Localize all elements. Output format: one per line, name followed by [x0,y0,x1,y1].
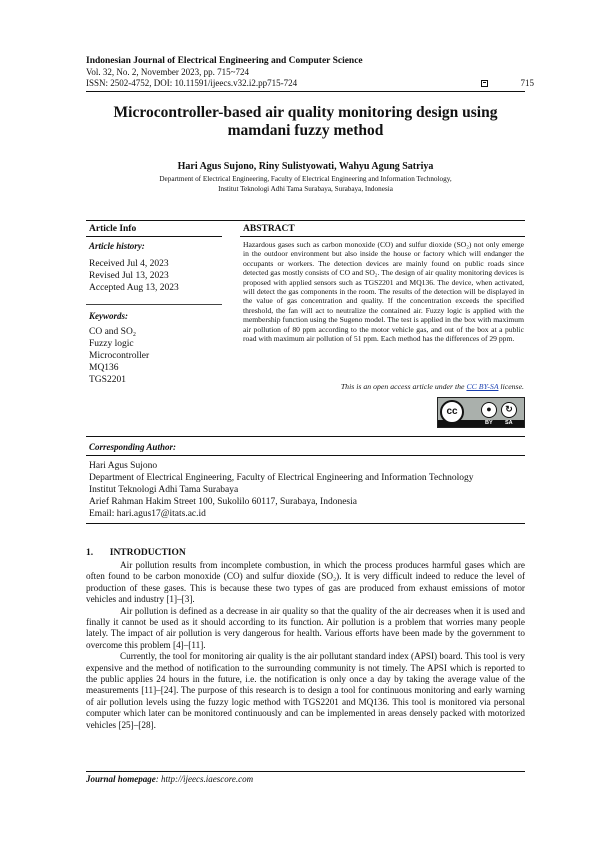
keyword: TGS2201 [89,375,126,385]
sa-label: SA [505,420,513,426]
history-divider [86,304,222,305]
corresponding-bottom-rule [86,523,525,524]
corresponding-details [89,460,474,520]
open-access-suffix: license. [498,382,524,391]
info-heading-rule [86,236,222,237]
paragraph: Currently, the tool for monitoring air quality is the air pollutant standard index (APSI) board. This tool is very expensive and the method of notification to the surrounding community is not timely. The APSI which is reported to the public applies 24 hours in the future, i.e. the notification is only once a day by taking the average value of the measurements [11]–[24]. The purpose of this research is to design a tool for continuous monitoring and early warning of air pollution levels using the fuzzy logic method with TGS2201 and MQ136. This tool is monitored via personal computer which later can be monitored continuously and can be implemented in areas densely packed with motorized vehicles [25]–[28]. [86,651,525,730]
footer-rule [86,771,525,772]
author-institute: Institut Teknologi Adhi Tama Surabaya [89,485,239,495]
accepted-date: Accepted Aug 13, 2023 [89,283,179,293]
keywords-heading: Keywords: [89,311,128,321]
author-address: Arief Rahman Hakim Street 100, Sukolilo 60117, Surabaya, Indonesia [89,497,357,507]
open-access-note [243,382,524,391]
affiliation-line: Institut Teknologi Adhi Tama Surabaya, Surabaya, Indonesia [218,184,393,193]
cc-by-sa-badge[interactable] [437,397,525,428]
received-date: Received Jul 4, 2023 [89,259,169,269]
introduction-heading: 1. INTRODUCTION [86,548,186,558]
info-top-rule [86,220,525,221]
abstract-heading-rule [240,236,525,237]
author-email[interactable]: Email: hari.agus17@itats.ac.id [89,509,206,519]
paragraph: Air pollution results from incomplete combustion, in which the process produces harmful gases which are often found to be carbon monoxide (CO) and sulfur dioxide (SO₂). It is very difficult indeed to reduce the level of production of these gases. This is because these two types of gas are produced from exhaust emissions of motor vehicles and industry [1]–[3]. [86,560,525,605]
keyword: MQ136 [89,363,119,373]
affiliation [86,175,525,194]
person-icon: ● [481,402,497,418]
license-link[interactable]: CC BY-SA [466,382,499,391]
keyword: Microcontroller [89,351,150,361]
article-info-heading: Article Info [89,224,137,234]
homepage-label: Journal homepage [86,774,156,784]
keyword: CO and SO₂ [89,327,137,337]
paper-title: Microcontroller-based air quality monitoring design using mamdani fuzzy method [113,104,498,139]
corresponding-heading: Corresponding Author: [89,442,176,452]
abstract-heading: ABSTRACT [243,224,295,234]
revised-date: Revised Jul 13, 2023 [89,271,169,281]
author-name: Hari Agus Sujono [89,461,158,471]
share-alike-icon: ↻ [501,402,517,418]
running-header [86,56,534,89]
affiliation-line: Department of Electrical Engineering, Faculty of Electrical Engineering and Information Technology, [159,175,452,183]
article-history [89,258,179,294]
homepage-url[interactable]: : http://ijeecs.iaescore.com [155,774,254,784]
journal-name: Indonesian Journal of Electrical Engineering and Computer Science [86,56,363,66]
page-number: 715 [520,78,534,88]
corresponding-rule [86,455,525,456]
history-heading: Article history: [89,241,145,251]
keyword: Fuzzy logic [89,339,134,349]
abstract-bottom-rule [86,436,525,437]
author-list: Hari Agus Sujono, Riny Sulistyowati, Wahyu Agung Satriya [177,161,434,172]
cc-icon: cc [440,400,464,424]
journal-homepage [86,774,253,784]
keyword-list [89,326,149,386]
issn-row [86,78,534,89]
paragraph: Air pollution is defined as a decrease in air quality so that the quality of the air decreases when it is used and finally it cannot be used as it should according to its function. Air pollution is a problem that worries many people lately. The impact of air pollution is very dangerous for health. Various efforts have been made by the government to overcome this problem [4]–[11]. [86,605,525,650]
author-department: Department of Electrical Engineering, Faculty of Electrical Engineering and Information Technology [89,473,474,483]
introduction-body [86,560,525,731]
abstract-text: Hazardous gases such as carbon monoxide (CO) and sulfur dioxide (SO₂) not only emerge in the outdoor environment but also inside the house or factory which will endanger the occupants or workers. The detection devices are mainly found on public roads since detected gas mostly consists of CO and SO₂. The design of air quality monitoring devices is proposed with applied sensors such as TGS2201 and MQ136. The device, when activated, will detect the gas components in the room. The results of the detection will be displayed in the value of gas concentration and quality. If the concentration exceeds the specified threshold, the fan will act to neutralize the contained air. Fuzzy logic is applied with the membership function using the Sugeno model. The test is applied in the box with maximum air pollution of 80 ppm according to the motor vehicle gas, and out of the box at a public road with maximum air pollution of 51 ppm. Each method has the differences of 29 ppm. [243,240,524,344]
header-rule [86,91,525,92]
open-access-prefix: This is an open access article under the [340,382,467,391]
by-label: BY [485,420,493,426]
volume-info: Vol. 32, No. 2, November 2023, pp. 715~724 [86,67,249,77]
issn-doi: ISSN: 2502-4752, DOI: 10.11591/ijeecs.v32.i2.pp715-724 [86,78,298,88]
square-icon [481,80,488,87]
